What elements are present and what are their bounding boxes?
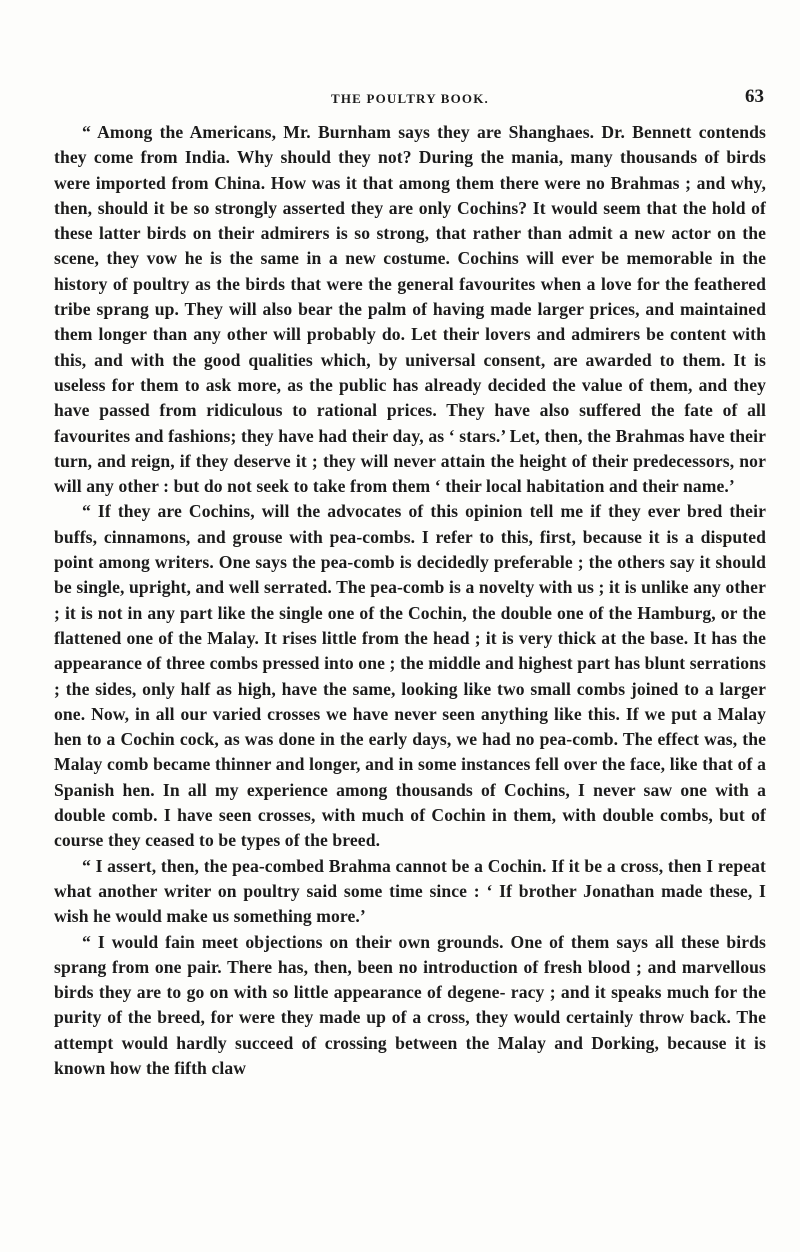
page-number: 63 (745, 86, 764, 107)
paragraph-1: “ Among the Americans, Mr. Burnham says they are Shanghaes. Dr. Bennett contends they come from India. Why should they not? During the mania, many thousands of birds were imported from China. How was it that among them there were no Brahmas ; and why, then, should it be so strongly asserted they are only Cochins? It would seem that the hold of these latter birds on their admirers is so strong, that rather than admit a new actor on the scene, they vow he is the same in a new costume. Cochins will ever be memorable in the history of poultry as the birds that were the general favourites when a love for the feathered tribe sprang up. They will also bear the palm of having made larger prices, and maintained them longer than any other will probably do. Let their lovers and admirers be content with this, and with the good qualities which, by universal consent, are awarded to them. It is useless for them to ask more, as the public has already decided the value of them, and they have passed from ridiculous to rational prices. They have also suffered the fate of all favourites and fashions; they have had their day, as ‘ stars.’ Let, then, the Brahmas have their turn, and reign, if they deserve it ; they will never attain the height of their predecessors, nor will any other : but do not seek to take from them ‘ their local habitation and their name.’ (54, 122, 766, 497)
paragraph-3: “ I assert, then, the pea-combed Brahma cannot be a Cochin. If it be a cross, then I repeat what another writer on poultry said some time since : ‘ If brother Jonathan made these, I wish he would make us something more.’ (54, 855, 766, 927)
running-title: THE POULTRY BOOK. (330, 91, 490, 106)
body-text (54, 120, 766, 1081)
running-header (54, 88, 766, 108)
paragraph-4: “ I would fain meet objections on their own grounds. One of them says all these birds sprang from one pair. There has, then, been no introduction of fresh blood ; and marvellous birds they are to go on with so little appearance of degene- racy ; and it speaks much for the purity of the breed, for were they made up of a cross, they would certainly throw back. The attempt would hardly succeed of crossing between the Malay and Dorking, because it is known how the fifth claw (54, 931, 766, 1078)
paragraph-2: “ If they are Cochins, will the advocates of this opinion tell me if they ever bred their buffs, cinnamons, and grouse with pea-combs. I refer to this, first, because it is a disputed point among writers. One says the pea-comb is decidedly preferable ; the others say it should be single, upright, and well serrated. The pea-comb is a novelty with us ; it is unlike any other ; it is not in any part like the single one of the Cochin, the double one of the Hamburg, or the flattened one of the Malay. It rises little from the head ; it is very thick at the base. It has the appearance of three combs pressed into one ; the middle and highest part has blunt serrations ; the sides, only half as high, have the same, looking like two small combs joined to a larger one. Now, in all our varied crosses we have never seen anything like this. If we put a Malay hen to a Cochin cock, as was done in the early days, we had no pea-comb. The effect was, the Malay comb became thinner and longer, and in some instances fell over the face, like that of a Spanish hen. In all my experience among thousands of Cochins, I never saw one with a double comb. I have seen crosses, with much of Cochin in them, with double combs, but of course they ceased to be types of the breed. (54, 501, 766, 851)
